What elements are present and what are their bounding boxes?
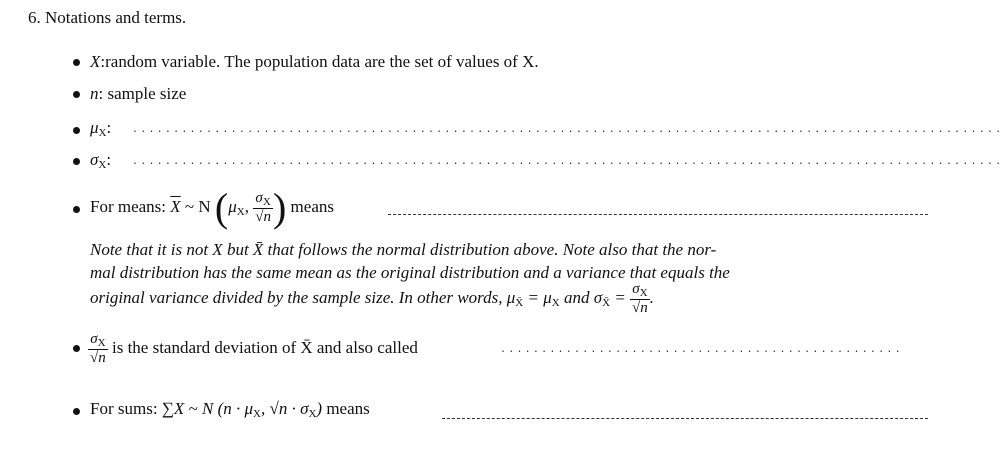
means-blank[interactable]: [388, 214, 928, 215]
bullet: [73, 59, 80, 66]
item-sigma-x: [90, 150, 111, 171]
means-suffix: means: [290, 197, 334, 216]
tilde-n: ~ N: [184, 197, 211, 216]
fraction-numerator: $\sigma_X$: [255, 190, 271, 209]
bullet: [73, 408, 80, 415]
note-fraction: $\frac{\sigma_X}{√n}$: [632, 281, 648, 317]
item-for-sums: [90, 399, 370, 420]
item-standard-error: [88, 326, 418, 370]
section-heading: 6. Notations and terms.: [28, 8, 187, 27]
item-random-variable: [90, 52, 539, 72]
n-symbol: n: [90, 84, 99, 103]
sigma-over-root-n: [253, 191, 273, 225]
mu-subscript: X: [236, 206, 245, 218]
mu-symbol: μ: [228, 197, 237, 216]
sums-blank[interactable]: [442, 418, 928, 419]
item-for-means: For means: $\overline{X}$ ~ N ($\mu_X$, $\frac{\sigma_X}{√n}$ ) means: [90, 185, 334, 231]
sigma-x-blank[interactable]: ..........................................................................................................: [132, 156, 1003, 167]
sigma-symbol: σ: [90, 150, 99, 169]
note-line-2: mal distribution has the same mean as the original distribution and a variance that equals the: [90, 263, 730, 282]
mu-x-blank[interactable]: ..........................................................................................................: [132, 124, 1003, 135]
sd-text: is the standard deviation of X̄ and also called: [111, 338, 418, 357]
bullet: [73, 127, 80, 134]
sums-expression: ∑X ~ N ($n \cdot \mu_X$, $√n \cdot \sigma_X$): [161, 399, 323, 420]
mu-symbol: μ: [90, 118, 99, 137]
n-definition: : sample size: [98, 84, 187, 103]
colon: :: [106, 150, 112, 169]
fraction-denominator: √n: [255, 209, 271, 226]
bullet: [73, 345, 80, 352]
right-paren: ): [272, 185, 287, 231]
bullet: [73, 158, 80, 165]
note-line-3: original variance divided by the sample size. In other words, $\mu_{X̄} = \mu_X$ and $\sigma_{X̄}$ = $\frac{\sigma_X}{√n}$ .: [90, 281, 655, 317]
sigma-subscript: X: [98, 159, 107, 171]
colon: :: [106, 118, 112, 137]
means-prefix: For means:: [90, 197, 167, 216]
bullet: [73, 91, 80, 98]
standard-error-name-blank[interactable]: .................................................: [500, 344, 903, 355]
left-paren: (: [214, 185, 229, 231]
sums-suffix: means: [326, 399, 370, 418]
x-symbol: X: [90, 52, 101, 71]
x-definition: :random variable. The population data are the set of values of X.: [100, 52, 539, 71]
xbar-symbol: $\overline{X}$: [170, 197, 181, 216]
sigma-over-root-n: $\frac{\sigma_X}{√n}$: [90, 331, 106, 367]
item-mu-x: [90, 118, 111, 139]
item-sample-size: [90, 84, 186, 104]
mu-subscript: X: [98, 127, 107, 139]
sums-prefix: For sums:: [90, 399, 158, 418]
bullet: [73, 206, 80, 213]
note-line-1: Note that it is not X but X̄ that follows the normal distribution above. Note also that the nor-: [90, 240, 717, 259]
